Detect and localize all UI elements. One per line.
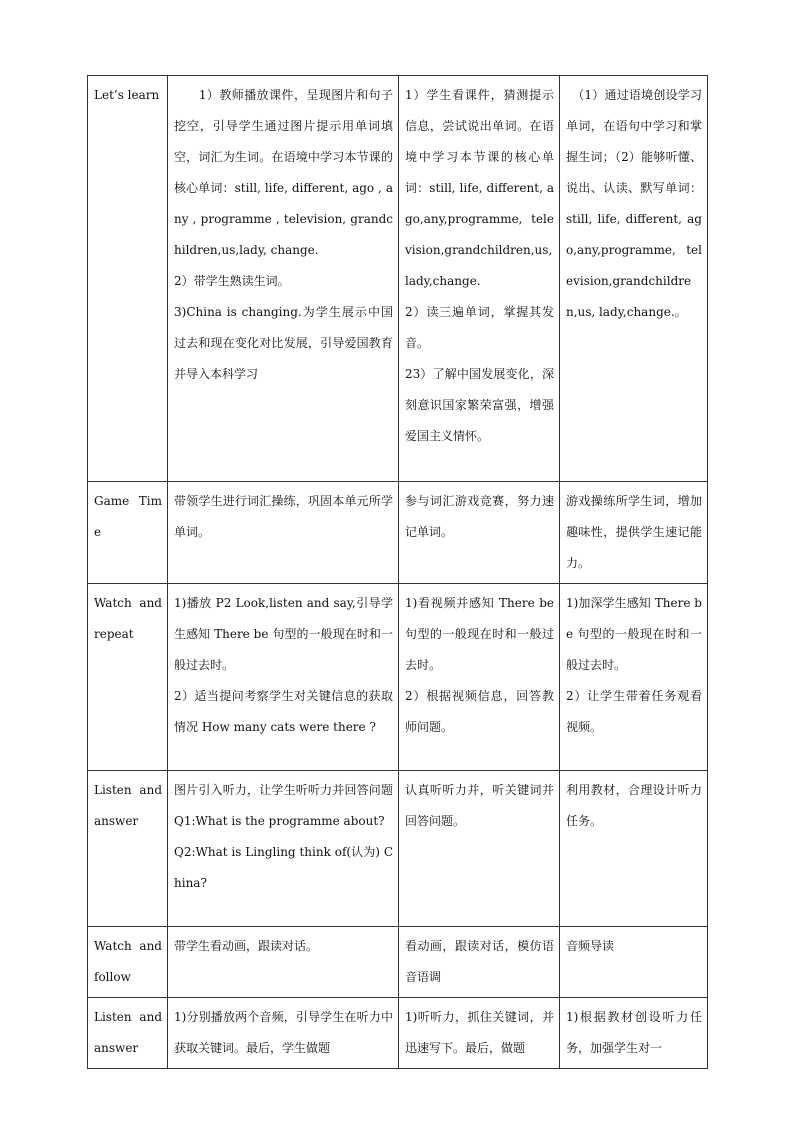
- cell-teacher: [168, 76, 399, 482]
- intent-paragraph: 1)根据教材创设听力任务，加强学生对一: [566, 1010, 702, 1055]
- cell-step: [88, 771, 168, 927]
- table-row: [88, 771, 708, 927]
- cell-teacher: [168, 482, 399, 584]
- teacher-paragraph: 带学生看动画，跟读对话。: [174, 939, 319, 953]
- table-row: [88, 927, 708, 998]
- step-label: Game Time: [94, 494, 162, 539]
- step-label: Let’s learn: [94, 88, 160, 102]
- teacher-paragraph: Q2:What is Lingling think of(认为) China?: [174, 845, 393, 890]
- lesson-plan-body: [88, 76, 708, 1069]
- intent-paragraph: （1）通过语境创设学习单词，在语句中学习和掌握生词；（2）能够听懂、说出、认读、默写单词：still, life, different, ago,any,programme, television,grandchildren,us, lady,change.。: [566, 88, 702, 319]
- cell-teacher: [168, 927, 399, 998]
- cell-teacher: [168, 998, 399, 1069]
- intent-paragraph: 1)加深学生感知 There be 句型的一般现在时和一般过去时。: [566, 596, 702, 672]
- teacher-paragraph: 3)China is changing.为学生展示中国过去和现在变化对比发展，引导爱国教育并导入本科学习: [174, 305, 393, 381]
- cell-teacher: [168, 771, 399, 927]
- student-paragraph: 1）学生看课件，猜测提示信息，尝试说出单词。在语境中学习本节课的核心单词：still, life, different, ago,any,programme, television,grandchildren,us, lady,change.: [405, 88, 554, 288]
- cell-step: [88, 927, 168, 998]
- table-row: [88, 76, 708, 482]
- step-label: Listen and answer: [94, 1010, 162, 1055]
- step-label: Listen and answer: [94, 783, 162, 828]
- student-paragraph: 2）根据视频信息，回答教师问题。: [405, 689, 554, 734]
- cell-intent: [560, 998, 708, 1069]
- teacher-paragraph: 1)分别播放两个音频，引导学生在听力中获取关键词。最后，学生做题: [174, 1010, 393, 1055]
- cell-student: [399, 998, 560, 1069]
- intent-paragraph: 音频导读: [566, 939, 615, 953]
- intent-paragraph: 利用教材，合理设计听力任务。: [566, 783, 702, 828]
- student-paragraph: 23）了解中国发展变化，深刻意识国家繁荣富强，增强爱国主义情怀。: [405, 367, 554, 443]
- student-paragraph: 看动画，跟读对话，模仿语音语调: [405, 939, 554, 984]
- teacher-paragraph: 1）教师播放课件，呈现图片和句子挖空，引导学生通过图片提示用单词填空，词汇为生词。在语境中学习本节课的核心单词：still, life, different, ago , any , programme , television, grandchildren,us,lady, change.: [174, 88, 393, 257]
- table-row: [88, 998, 708, 1069]
- intent-paragraph: 游戏操练所学生词，增加趣味性，提供学生速记能力。: [566, 494, 702, 570]
- cell-step: [88, 998, 168, 1069]
- student-paragraph: 认真听听力并，听关键词并回答问题。: [405, 783, 554, 828]
- teacher-paragraph: 带领学生进行词汇操练，巩固本单元所学单词。: [174, 494, 393, 539]
- table-row: [88, 482, 708, 584]
- student-paragraph: 参与词汇游戏竞赛，努力速记单词。: [405, 494, 554, 539]
- student-paragraph: 1)看视频并感知 There be 句型的一般现在时和一般过去时。: [405, 596, 554, 672]
- step-label: Watch and follow: [94, 939, 162, 984]
- cell-intent: [560, 771, 708, 927]
- cell-intent: [560, 584, 708, 771]
- student-paragraph: 1)听听力，抓住关键词，并迅速写下。最后，做题: [405, 1010, 554, 1055]
- table-row: [88, 584, 708, 771]
- cell-step: [88, 584, 168, 771]
- teacher-paragraph: 2）适当提问考察学生对关键信息的获取情况 How many cats were there ?: [174, 689, 393, 734]
- cell-step: [88, 76, 168, 482]
- cell-intent: [560, 76, 708, 482]
- cell-student: [399, 76, 560, 482]
- cell-student: [399, 482, 560, 584]
- teacher-paragraph: 2）带学生熟读生词。: [174, 274, 290, 288]
- teacher-paragraph: 1)播放 P2 Look,listen and say,引导学生感知 There be 句型的一般现在时和一般过去时。: [174, 596, 393, 672]
- cell-student: [399, 584, 560, 771]
- cell-student: [399, 927, 560, 998]
- cell-intent: [560, 927, 708, 998]
- teacher-paragraph: 图片引入听力，让学生听听力并回答问题 Q1:What is the programme about?: [174, 783, 393, 828]
- step-label: Watch and repeat: [94, 596, 162, 641]
- intent-paragraph: 2）让学生带着任务观看视频。: [566, 689, 702, 734]
- cell-student: [399, 771, 560, 927]
- cell-teacher: [168, 584, 399, 771]
- cell-step: [88, 482, 168, 584]
- lesson-plan-table: [87, 75, 708, 1069]
- cell-intent: [560, 482, 708, 584]
- student-paragraph: 2）读三遍单词，掌握其发音。: [405, 305, 554, 350]
